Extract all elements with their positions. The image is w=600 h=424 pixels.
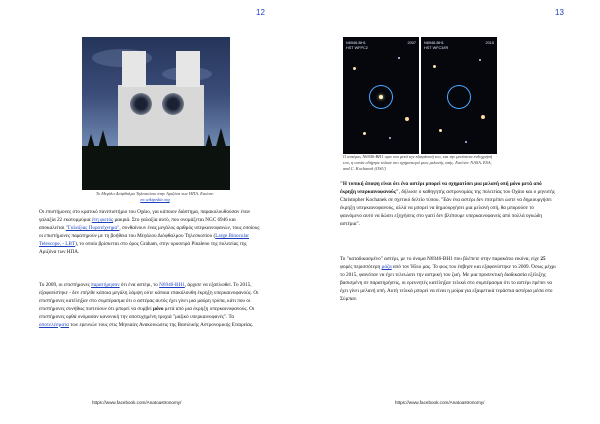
light-years-link[interactable]: έτη φωτός — [91, 216, 114, 223]
n6946-bh1-link[interactable]: N6946-BH1 — [159, 282, 185, 288]
caption-source-link[interactable]: en.wikipedia.org — [140, 196, 170, 202]
right-paragraph-2: Το "καταδικασμένο" αστέρι, με το όνομα N6946-BH1 που βλέπετε στην παρακάτω εικόνα, είχε 25 φορές περισσότερη μάζα από τον Ήλιο μας. Το φως του έσβησε και εξαφανίστηκε το 2009. Όσως μέχρι το 2015, φαινόταν να έχει τελειώσει την αστρική του ζωή. Με μια προσεκτική διαδικασία εξέλιξης βασισμένη σε παρατηρήσεις, οι ερευνητές κατέληξαν τελικά στο συμπέρασμα ότι το αστέρι πρέπει να έχει γίνει μελανή οπή. Αυτή τελικά μπορεί να είναι η μοίρα για εξαιρετικά τεράστια αστέρια μέσα στο Σύμπαν. — [340, 256, 556, 302]
right-paragraph-1: "Η τυπική άποψη είναι ότι ένα αστέρι μπορεί να σχηματίσει μια μελανή οπή μόνο μετά από έκρηξη υπερκαινοφανούς", δήλωσε ο καθηγητής αστρονομίας της πολιτείας του Οχάιο και ο μηνυτής Christopher Kochanek σε σχετικό δελτίο τύπου. "Εάν ένα αστέρι δεν επιτρέπει ώστε να δημιουργήσει έκρηξη υπερκαινοφανούς, αλλά να μπορεί να δημιουργήσει μια μελανή οπή, θα μπορούσε το φαινόμενο αυτό να δώσει εξηγήσεις στο γιατί δεν βλέπουμε υπερκαινοφανείς από πολλά ογκώδη αστέρια". — [340, 181, 555, 227]
image-year-2007: 2007 — [407, 41, 416, 45]
image-label-2015: N6946-BH1 HST WFC3/IR — [424, 41, 449, 50]
observed-link[interactable]: παρατήρησαν — [91, 282, 120, 288]
telescope-caption: Το Μεγάλο Διόφθαλμο Τηλεσκόπιο στην Αριζόνα των ΗΠΑ. Εικόνα: en.wikipedia.org — [95, 191, 215, 202]
lbt-link[interactable]: Large Binocular Telescope, - LBT — [39, 232, 249, 247]
page-number-left: 12 — [256, 8, 265, 17]
image-year-2015: 2015 — [485, 41, 494, 45]
page-number-right: 13 — [555, 8, 564, 17]
image-label-2007: N6946-BH1 HST WFPC2 — [346, 41, 368, 50]
results-link[interactable]: αποτελέσματα — [39, 321, 69, 328]
left-paragraph-2: Το 2009, οι επιστήμονες παρατήρησαν ότι ένα αστέρι, το N6946-BH1, άρχισε να εξαπλωθεί. Το 2015, εξαφανίστηκε - δεν επήλθε κάποια μεγάλη λάμψη ούτε κάποια επακόλουθη έκρηξη υπερκαινοφανούς. Οι επιστήμονες κατέληξαν στο συμπέρασμα ότι ο αστέρας αυτός έχει γίνει μια μαύρη τρύπα, κάτι που οι επιστήμονες συνήθως πιστεύουν ότι μπορεί να συμβεί μόνο μετά από μια έκρηξη υπερκαινοφανούς. Οι επιστήμονες ορθά ονόμασαν κανονική την αποτυχημένη τροχιά "μαζικό υπερκαινοφανές". Τα αποτελέσματα των ερευνών τους στις Μηνιαίες Ανακοινώσεις της Βασιλικής Αστρονομικής Εταιρείας. — [39, 282, 259, 328]
footer-left[interactable]: https://www.facebook.com/Anatoastronomy/ — [92, 400, 182, 405]
star-caption: Ο αστέρας N6946-BH1 πριν και μετά την εξαφάνισή του, και την μετέπειτα ενδοχρήσή του, η οποία οδήγησε τελικά στο σχηματισμό μιας μελανής οπής. Εικόνα: NASA, ESA, and C. Kochanek (OSU) — [343, 154, 492, 171]
target-circle — [369, 85, 393, 109]
mass-link[interactable]: μάζα — [381, 263, 392, 270]
star-image-2007 — [343, 37, 419, 154]
telescope-photo — [82, 37, 230, 190]
left-paragraph-1: Οι επιστήμονες στο κρατικό πανεπιστήμιο του Οχάιο, για κάποιον διάστημα, παρακολουθούσαν έναν γαλαξία 22 εκατομμύρια έτη φωτός μακριά. Στο γαλαξία αυτό, που ονομάζεται NGC 6946 και αποκαλείται "Γαλαξίας Πυροτέχνημα", συνθαίνουν ένας μεγάλος αριθμός υπερκαινοφανών, τους οποίους οι επιστήμονες παρατηρούν με τη βοήθεια του Μεγάλου Διόφθαλμου Τηλεσκοπίου (Large Binocular Telescope, - LBT), το οποίο βρίσκεται στο όρος Graham, στην οροσειρά Pinaleno της πολιτείας της Αριζόνα των ΗΠΑ. — [39, 209, 260, 255]
fireworks-galaxy-link[interactable]: "Γαλαξίας Πυροτέχνημα" — [65, 224, 120, 231]
footer-right[interactable]: https://www.facebook.com/Anatoastronomy/ — [395, 400, 485, 405]
star-image-2015 — [421, 37, 497, 154]
target-circle — [447, 85, 471, 109]
